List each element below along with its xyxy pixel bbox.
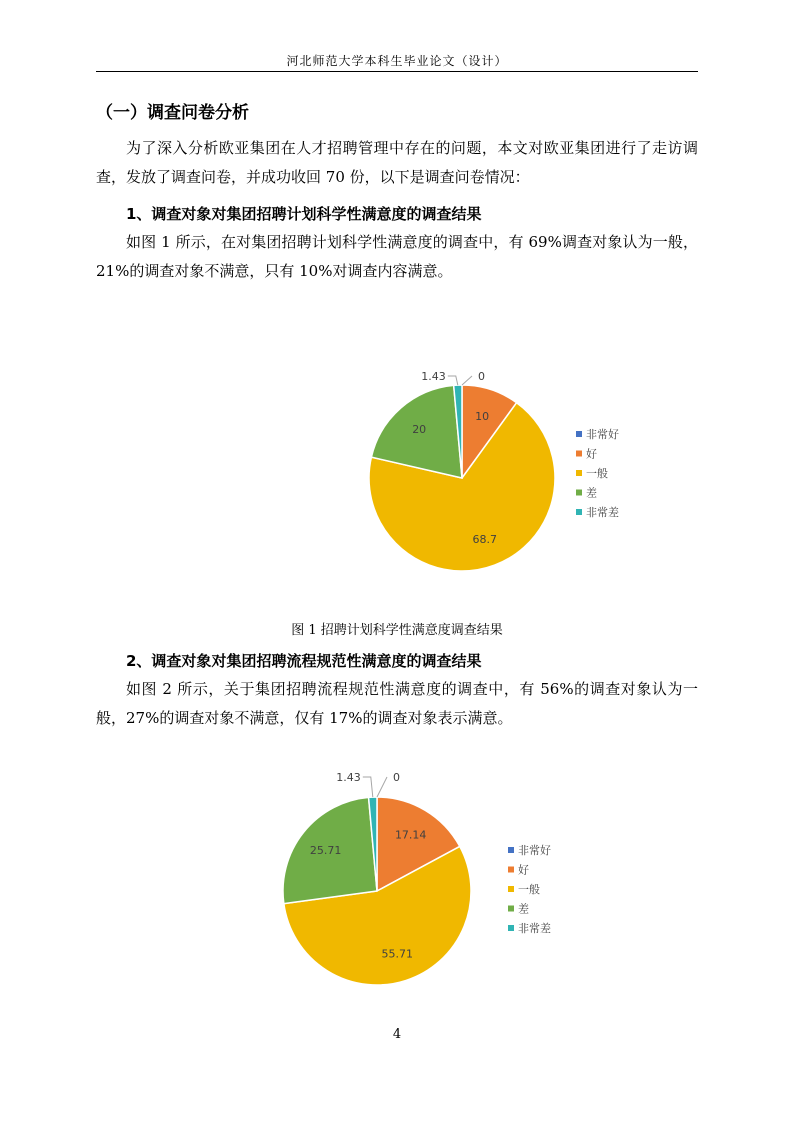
legend-label-4: 差 bbox=[518, 902, 529, 916]
data-label-4: 25.71 bbox=[309, 844, 342, 857]
data-label-2: 10 bbox=[475, 410, 490, 424]
data-label-3: 55.71 bbox=[381, 947, 414, 961]
section-title: （一）调查问卷分析 bbox=[96, 103, 249, 123]
data-label-5: 1.43 bbox=[336, 771, 361, 784]
legend-label-3: 一般 bbox=[586, 467, 608, 480]
legend-label-5: 非常差 bbox=[586, 506, 619, 519]
page-number: 4 bbox=[392, 1027, 402, 1042]
legend-label-3: 一般 bbox=[518, 883, 540, 896]
legend-swatch-4 bbox=[508, 906, 514, 912]
legend-label-4: 差 bbox=[586, 486, 597, 500]
legend-label-1: 非常好 bbox=[518, 844, 551, 857]
legend-swatch-5 bbox=[576, 509, 582, 515]
data-label-1: 0 bbox=[393, 771, 400, 784]
pie-chart-1 bbox=[0, 360, 793, 610]
paragraph-1: 如图 1 所示，在对集团招聘计划科学性满意度的调查中，有 69%调查对象认为一般，21%的调查对象不满意，只有 10%对调查内容满意。 bbox=[96, 233, 698, 280]
legend-swatch-4 bbox=[576, 490, 582, 496]
header-rule bbox=[96, 71, 698, 72]
figure-1-caption: 图 1 招聘计划科学性满意度调查结果 bbox=[291, 623, 503, 638]
data-label-1: 0 bbox=[478, 370, 485, 383]
callout-line-1 bbox=[377, 777, 387, 797]
callout-line-5 bbox=[363, 777, 373, 797]
data-label-4: 20 bbox=[412, 422, 427, 436]
subsection-2-title: 2、调查对象对集团招聘流程规范性满意度的调查结果 bbox=[126, 652, 482, 670]
intro-paragraph: 为了深入分析欧亚集团在人才招聘管理中存在的问题，本文对欧亚集团进行了走访调查，发放了调查问卷，并成功收回 70 份，以下是调查问卷情况： bbox=[96, 139, 698, 186]
data-label-2: 17.14 bbox=[394, 828, 427, 842]
pie-chart-2 bbox=[0, 768, 793, 998]
legend-label-1: 非常好 bbox=[586, 428, 619, 441]
legend-swatch-2 bbox=[508, 867, 514, 873]
subsection-1-title: 1、调查对象对集团招聘计划科学性满意度的调查结果 bbox=[126, 205, 482, 223]
legend-swatch-3 bbox=[576, 470, 582, 476]
legend-swatch-1 bbox=[508, 847, 514, 853]
callout-line-5 bbox=[448, 376, 458, 385]
legend-swatch-2 bbox=[576, 451, 582, 457]
legend-label-2: 好 bbox=[586, 447, 597, 461]
legend-swatch-5 bbox=[508, 925, 514, 931]
running-header: 河北师范大学本科生毕业论文（设计） bbox=[286, 54, 508, 68]
legend-label-5: 非常差 bbox=[518, 922, 551, 935]
paragraph-2: 如图 2 所示，关于集团招聘流程规范性满意度的调查中，有 56%的调查对象认为一般，27%的调查对象不满意，仅有 17%的调查对象表示满意。 bbox=[96, 680, 698, 727]
legend-swatch-1 bbox=[576, 431, 582, 437]
data-label-5: 1.43 bbox=[421, 370, 446, 383]
data-label-3: 68.7 bbox=[472, 533, 498, 546]
legend-swatch-3 bbox=[508, 886, 514, 892]
callout-line-1 bbox=[462, 376, 472, 385]
legend-label-2: 好 bbox=[518, 863, 529, 877]
